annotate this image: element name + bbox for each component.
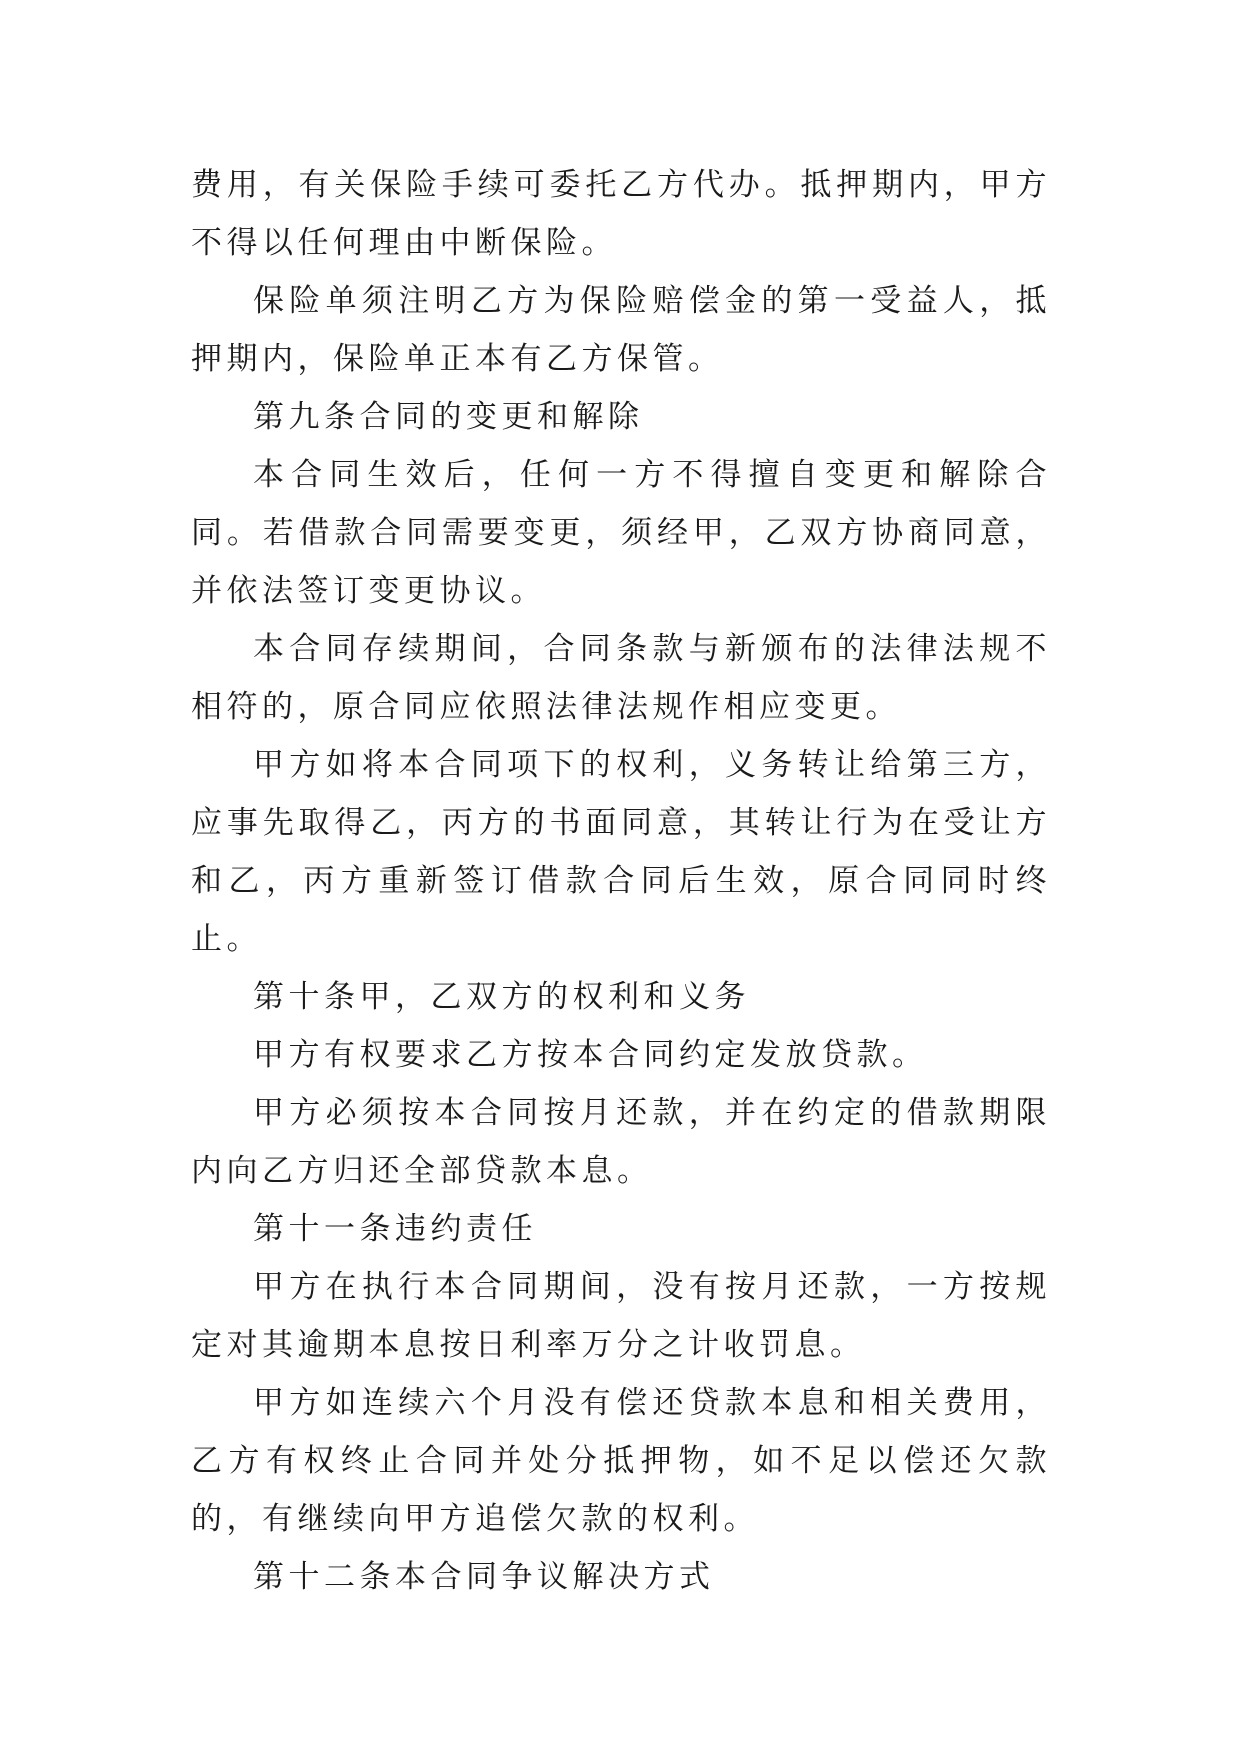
paragraph-rights-transfer: 甲方如将本合同项下的权利，义务转让给第三方，应事先取得乙，丙方的书面同意，其转让行为在受让方和乙，丙方重新签订借款合同后生效，原合同同时终止。 <box>191 747 1051 957</box>
paragraph-loan-disbursement: 甲方有权要求乙方按本合同约定发放贷款。 <box>253 1037 928 1073</box>
heading-article-9: 第九条合同的变更和解除 <box>253 399 644 435</box>
paragraph-monthly-repayment: 甲方必须按本合同按月还款，并在约定的借款期限内向乙方归还全部贷款本息。 <box>191 1095 1051 1189</box>
paragraph-law-conformity: 本合同存续期间，合同条款与新颁布的法律法规不相符的，原合同应依照法律法规作相应变更。 <box>191 631 1051 725</box>
document-body <box>191 156 1051 1606</box>
paragraph-contract-change: 本合同生效后，任何一方不得擅自变更和解除合同。若借款合同需要变更，须经甲，乙双方协商同意，并依法签订变更协议。 <box>191 457 1051 609</box>
paragraph-late-penalty: 甲方在执行本合同期间，没有按月还款，一方按规定对其逾期本息按日利率万分之计收罚息。 <box>191 1269 1051 1363</box>
paragraph-default-termination: 甲方如连续六个月没有偿还贷款本息和相关费用，乙方有权终止合同并处分抵押物，如不足以偿还欠款的，有继续向甲方追偿欠款的权利。 <box>191 1385 1051 1537</box>
heading-article-10: 第十条甲，乙双方的权利和义务 <box>253 979 750 1015</box>
paragraph-insurance-beneficiary: 保险单须注明乙方为保险赔偿金的第一受益人，抵押期内，保险单正本有乙方保管。 <box>191 283 1051 377</box>
paragraph-insurance-fees: 费用，有关保险手续可委托乙方代办。抵押期内，甲方不得以任何理由中断保险。 <box>191 167 1051 261</box>
heading-article-11: 第十一条违约责任 <box>253 1211 537 1247</box>
heading-article-12: 第十二条本合同争议解决方式 <box>253 1559 715 1595</box>
